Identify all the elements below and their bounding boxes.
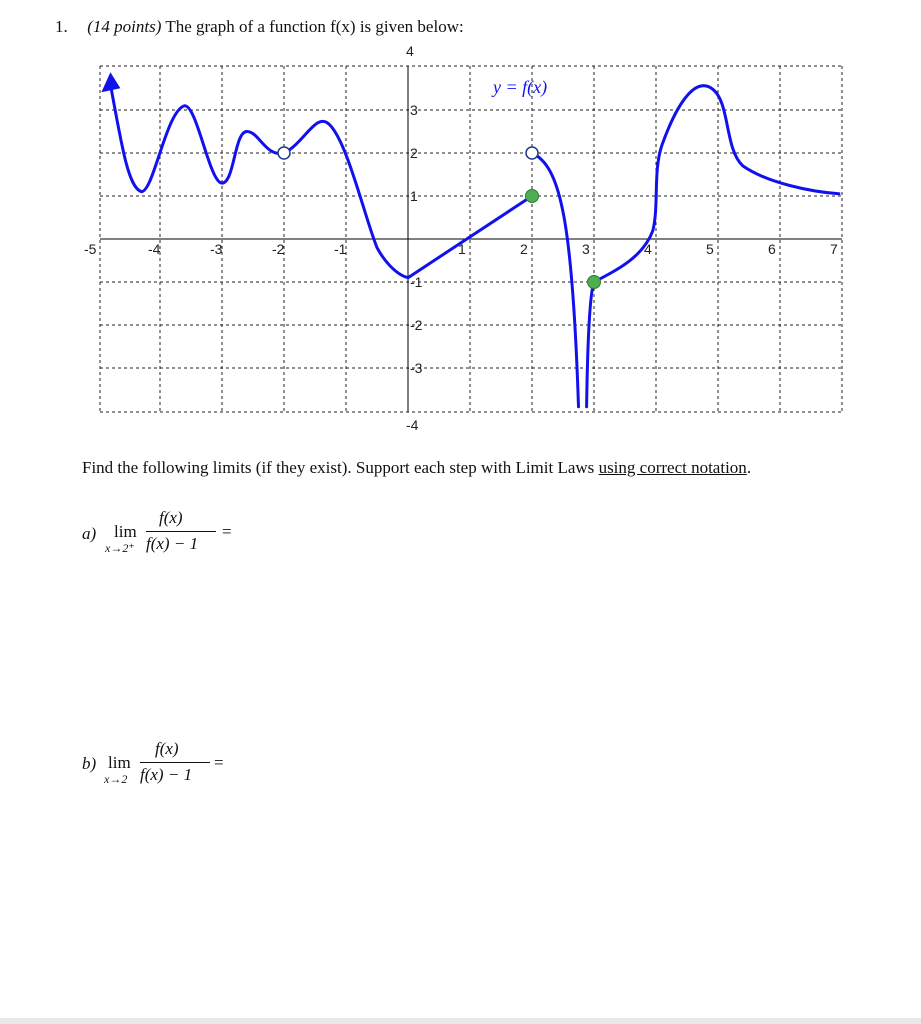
y-tick-label: -2 bbox=[410, 317, 423, 333]
problem-text: The graph of a function f(x) is given below: bbox=[165, 17, 464, 36]
curve-label: y = f(x) bbox=[493, 77, 548, 97]
y-tick-label: 2 bbox=[410, 145, 418, 161]
instructions bbox=[82, 458, 751, 478]
part-b-label: b) bbox=[82, 754, 97, 773]
instructions-underlined: using correct notation bbox=[598, 458, 747, 477]
y-tick-label: 4 bbox=[406, 43, 414, 59]
part-a-subscript: x→2⁺ bbox=[105, 541, 135, 555]
x-tick-label: -1 bbox=[334, 241, 347, 257]
part-b-fraction-bar bbox=[140, 762, 210, 763]
function-graph bbox=[0, 0, 921, 450]
part-b-numerator: f(x) bbox=[155, 739, 179, 758]
x-tick-label: -2 bbox=[272, 241, 285, 257]
problem-points: (14 points) bbox=[87, 17, 162, 36]
part-a-numerator: f(x) bbox=[159, 508, 183, 527]
part-a-equals: = bbox=[222, 522, 232, 541]
part-b-equals: = bbox=[214, 753, 224, 772]
page-bottom-edge bbox=[0, 1018, 921, 1024]
instructions-end: . bbox=[746, 458, 752, 477]
curve-arrowhead bbox=[101, 72, 120, 92]
y-tick-label: 3 bbox=[410, 102, 418, 118]
part-b-subscript: x→2 bbox=[104, 772, 128, 786]
graph-axes bbox=[100, 66, 842, 412]
part-b-lim: lim bbox=[108, 753, 131, 772]
part-a-denominator: f(x) − 1 bbox=[146, 534, 199, 553]
x-tick-label: 4 bbox=[644, 241, 652, 257]
curve-right-piece bbox=[594, 86, 839, 282]
x-tick-label: 2 bbox=[520, 241, 528, 257]
x-tick-label: -3 bbox=[210, 241, 223, 257]
closed-point bbox=[588, 276, 601, 289]
part-a-label: a) bbox=[82, 524, 97, 543]
graph-tick-labels bbox=[84, 43, 838, 433]
part-a-lim: lim bbox=[114, 522, 137, 541]
x-tick-label: 5 bbox=[706, 241, 714, 257]
y-tick-label: 1 bbox=[410, 188, 418, 204]
problem-number: 1. bbox=[55, 17, 68, 36]
x-tick-label: 7 bbox=[830, 241, 838, 257]
y-tick-label: -3 bbox=[410, 360, 423, 376]
x-tick-label: 6 bbox=[768, 241, 776, 257]
part-b-denominator: f(x) − 1 bbox=[140, 765, 193, 784]
graph-points bbox=[278, 147, 601, 289]
x-tick-label: -5 bbox=[84, 241, 97, 257]
x-tick-label: -4 bbox=[148, 241, 161, 257]
closed-point bbox=[526, 190, 539, 203]
open-point bbox=[526, 147, 538, 159]
curve-asymptote-branch bbox=[587, 282, 594, 407]
open-point bbox=[278, 147, 290, 159]
y-tick-label: -4 bbox=[406, 417, 419, 433]
x-tick-label: 1 bbox=[458, 241, 466, 257]
x-tick-label: 3 bbox=[582, 241, 590, 257]
part-a-fraction-bar bbox=[146, 531, 216, 532]
y-tick-label: -1 bbox=[410, 274, 423, 290]
curve-descending-branch bbox=[532, 153, 579, 407]
instructions-text: Find the following limits (if they exist). Support each step with Limit Laws bbox=[82, 458, 599, 477]
